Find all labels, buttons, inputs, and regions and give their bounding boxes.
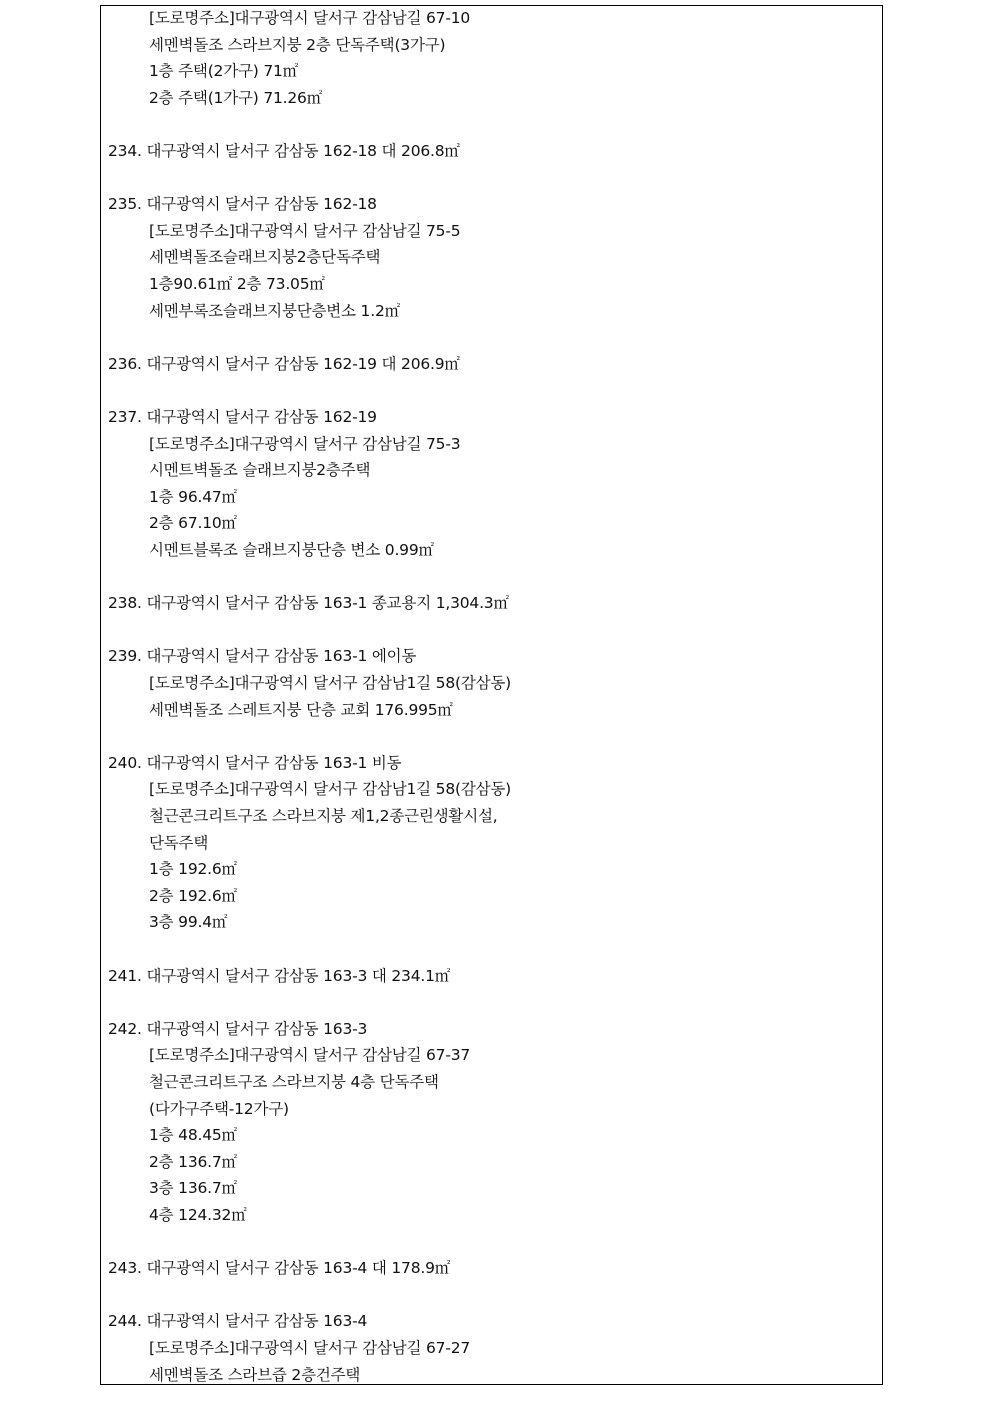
detail-line: 1층 192.6㎡ bbox=[149, 860, 237, 879]
detail-line: 2층 136.7㎡ bbox=[149, 1152, 237, 1171]
detail-line: 시멘트벽돌조 슬래브지붕2층주택 bbox=[149, 461, 371, 480]
detail-line: [도로명주소]대구광역시 달서구 감삼남길 67-27 bbox=[149, 1339, 471, 1357]
detail-line: [도로명주소]대구광역시 달서구 감삼남길 67-10 bbox=[149, 9, 471, 27]
detail-line: 세멘벽돌조 스라브지붕 2층 단독주택(3가구) bbox=[149, 35, 446, 54]
detail-line: 1층 48.45㎡ bbox=[149, 1126, 237, 1145]
entry-line: 234. 대구광역시 달서구 감삼동 162-18 대 206.8㎡ bbox=[108, 142, 460, 160]
detail-line: 2층 192.6㎡ bbox=[149, 886, 237, 905]
detail-line: (다가구주택-12가구) bbox=[149, 1099, 289, 1118]
entry-line: 239. 대구광역시 달서구 감삼동 163-1 에이동 bbox=[108, 647, 417, 666]
entry-line: 238. 대구광역시 달서구 감삼동 163-1 종교용지 1,304.3㎡ bbox=[108, 594, 509, 613]
entry-line: 244. 대구광역시 달서구 감삼동 163-4 bbox=[108, 1312, 368, 1331]
detail-line: 철근콘크리트구조 스라브지붕 4층 단독주택 bbox=[149, 1073, 439, 1091]
detail-line: 3층 136.7㎡ bbox=[149, 1179, 237, 1198]
detail-line: 단독주택 bbox=[149, 833, 209, 852]
detail-line: 4층 124.32㎡ bbox=[149, 1206, 247, 1224]
detail-line: [도로명주소]대구광역시 달서구 감삼남길 67-37 bbox=[149, 1046, 471, 1065]
entry-line: 242. 대구광역시 달서구 감삼동 163-3 bbox=[108, 1019, 368, 1038]
entry-line: 236. 대구광역시 달서구 감삼동 162-19 대 206.9㎡ bbox=[108, 354, 460, 373]
entry-line: 243. 대구광역시 달서구 감삼동 163-4 대 178.9㎡ bbox=[108, 1259, 451, 1278]
detail-line: [도로명주소]대구광역시 달서구 감삼남길 75-5 bbox=[149, 221, 461, 240]
detail-line: 세멘부록조슬래브지붕단층변소 1.2㎡ bbox=[149, 301, 400, 320]
detail-line: 2층 67.10㎡ bbox=[149, 514, 237, 533]
detail-line: [도로명주소]대구광역시 달서구 감삼남길 75-3 bbox=[149, 434, 461, 453]
detail-line: 1층90.61㎡ 2층 73.05㎡ bbox=[149, 275, 325, 293]
detail-line: 1층 주택(2가구) 71㎡ bbox=[149, 62, 298, 81]
document-frame bbox=[100, 5, 883, 1385]
detail-line: 1층 96.47㎡ bbox=[149, 487, 237, 506]
detail-line: 3층 99.4㎡ bbox=[149, 913, 228, 932]
entry-line: 237. 대구광역시 달서구 감삼동 162-19 bbox=[108, 408, 377, 426]
detail-line: 철근콘크리트구조 스라브지붕 제1,2종근린생활시설, bbox=[149, 807, 498, 825]
detail-line: 세멘벽돌조 스레트지붕 단층 교회 176.995㎡ bbox=[149, 700, 453, 719]
detail-line: 세멘벽돌조 스라브즙 2층건주택 bbox=[149, 1365, 361, 1384]
detail-line: [도로명주소]대구광역시 달서구 감삼남1길 58(감삼동) bbox=[149, 780, 512, 799]
detail-line: [도로명주소]대구광역시 달서구 감삼남1길 58(감삼동) bbox=[149, 674, 512, 692]
detail-line: 세멘벽돌조슬래브지붕2층단독주택 bbox=[149, 248, 381, 267]
entry-line: 241. 대구광역시 달서구 감삼동 163-3 대 234.1㎡ bbox=[108, 966, 451, 985]
detail-line: 2층 주택(1가구) 71.26㎡ bbox=[149, 88, 323, 107]
detail-line: 시멘트블록조 슬래브지붕단층 변소 0.99㎡ bbox=[149, 541, 434, 559]
entry-line: 235. 대구광역시 달서구 감삼동 162-18 bbox=[108, 195, 377, 214]
entry-line: 240. 대구광역시 달서구 감삼동 163-1 비동 bbox=[108, 753, 402, 772]
